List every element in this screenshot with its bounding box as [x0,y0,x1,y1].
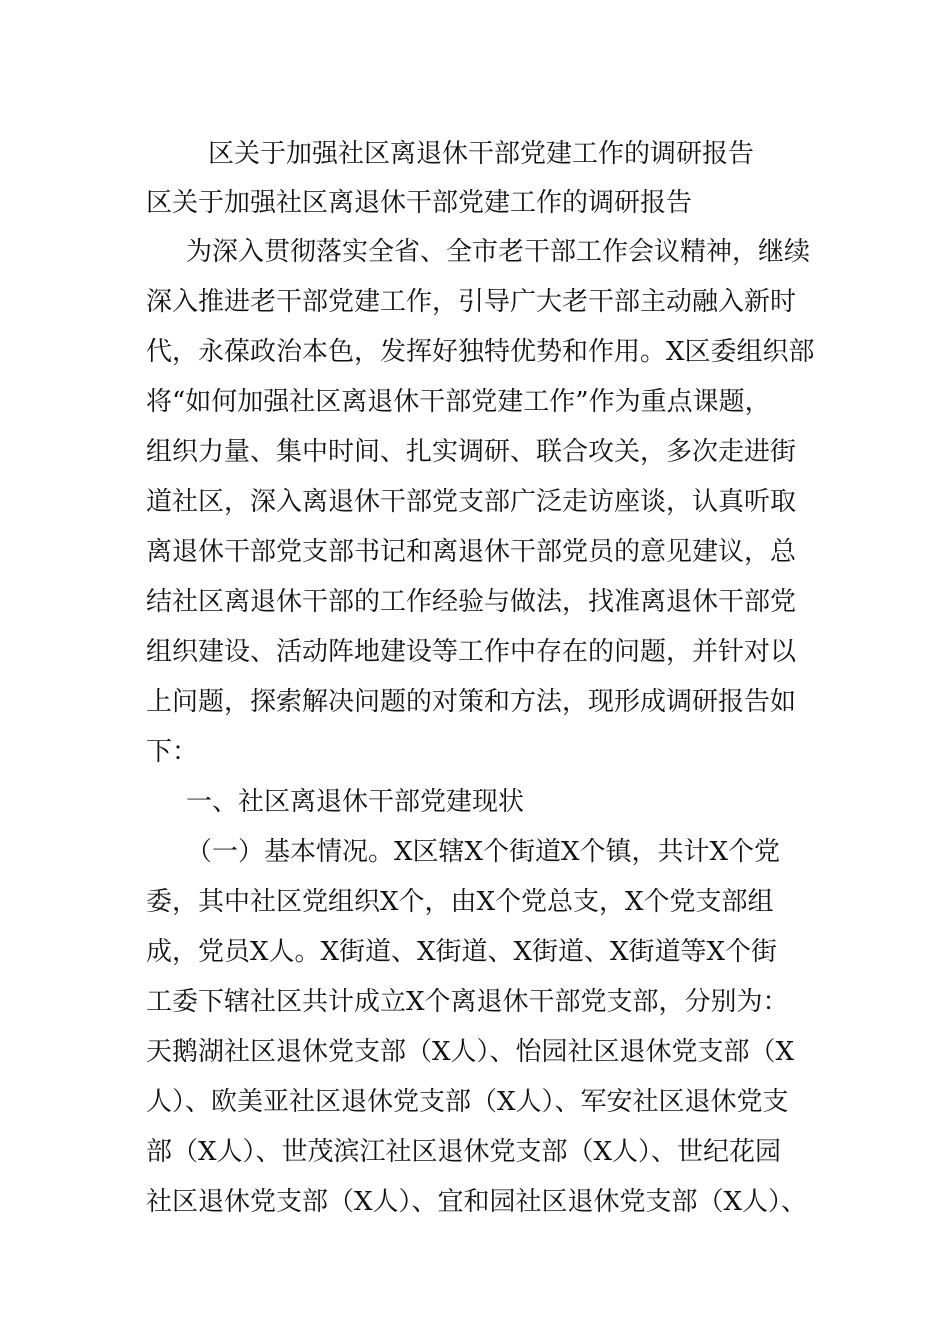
paragraph-line: 天鹅湖社区退休党支部（X人）、怡园社区退休党支部（X [146,1037,795,1067]
paragraph-line: 部（X人）、世茂滨江社区退休党支部（X人）、世纪花园 [146,1137,782,1167]
paragraph-line: 结社区离退休干部的工作经验与做法，找准离退休干部党 [146,587,797,617]
section-heading: 一、社区离退休干部党建现状 [186,787,525,817]
paragraph-line: （一）基本情况。X区辖X个街道X个镇，共计X个党 [186,837,781,867]
document-subtitle: 区关于加强社区离退休干部党建工作的调研报告 [146,188,693,218]
paragraph-line: 成，党员X人。X街道、X街道、X街道、X街道等X个街 [146,937,778,967]
paragraph-line: 社区退休党支部（X人）、宜和园社区退休党支部（X人）、 [146,1187,808,1217]
paragraph-line: 为深入贯彻落实全省、全市老干部工作会议精神，继续 [186,237,811,267]
paragraph-line: 组织力量、集中时间、扎实调研、联合攻关，多次走进街 [146,437,797,467]
paragraph-line: 人）、欧美亚社区退休党支部（X人）、军安社区退休党支 [146,1087,789,1117]
paragraph-line: 组织建设、活动阵地建设等工作中存在的问题，并针对以 [146,637,797,667]
paragraph-line: 代，永葆政治本色，发挥好独特优势和作用。X区委组织部 [146,337,815,367]
paragraph-line: 下： [146,737,199,767]
paragraph-line: 道社区，深入离退休干部党支部广泛走访座谈，认真听取 [146,487,797,517]
paragraph-line: 委，其中社区党组织X个，由X个党总支，X个党支部组 [146,887,774,917]
document-title: 区关于加强社区离退休干部党建工作的调研报告 [208,139,755,169]
paragraph-line: 工委下辖社区共计成立X个离退休干部党支部，分别为： [146,987,789,1017]
paragraph-line: 深入推进老干部党建工作，引导广大老干部主动融入新时 [146,287,797,317]
paragraph-line: 离退休干部党支部书记和离退休干部党员的意见建议，总 [146,537,797,567]
paragraph-line: 将“如何加强社区离退休干部党建工作”作为重点课题， [146,387,771,417]
paragraph-line: 上问题，探索解决问题的对策和方法，现形成调研报告如 [146,687,797,717]
